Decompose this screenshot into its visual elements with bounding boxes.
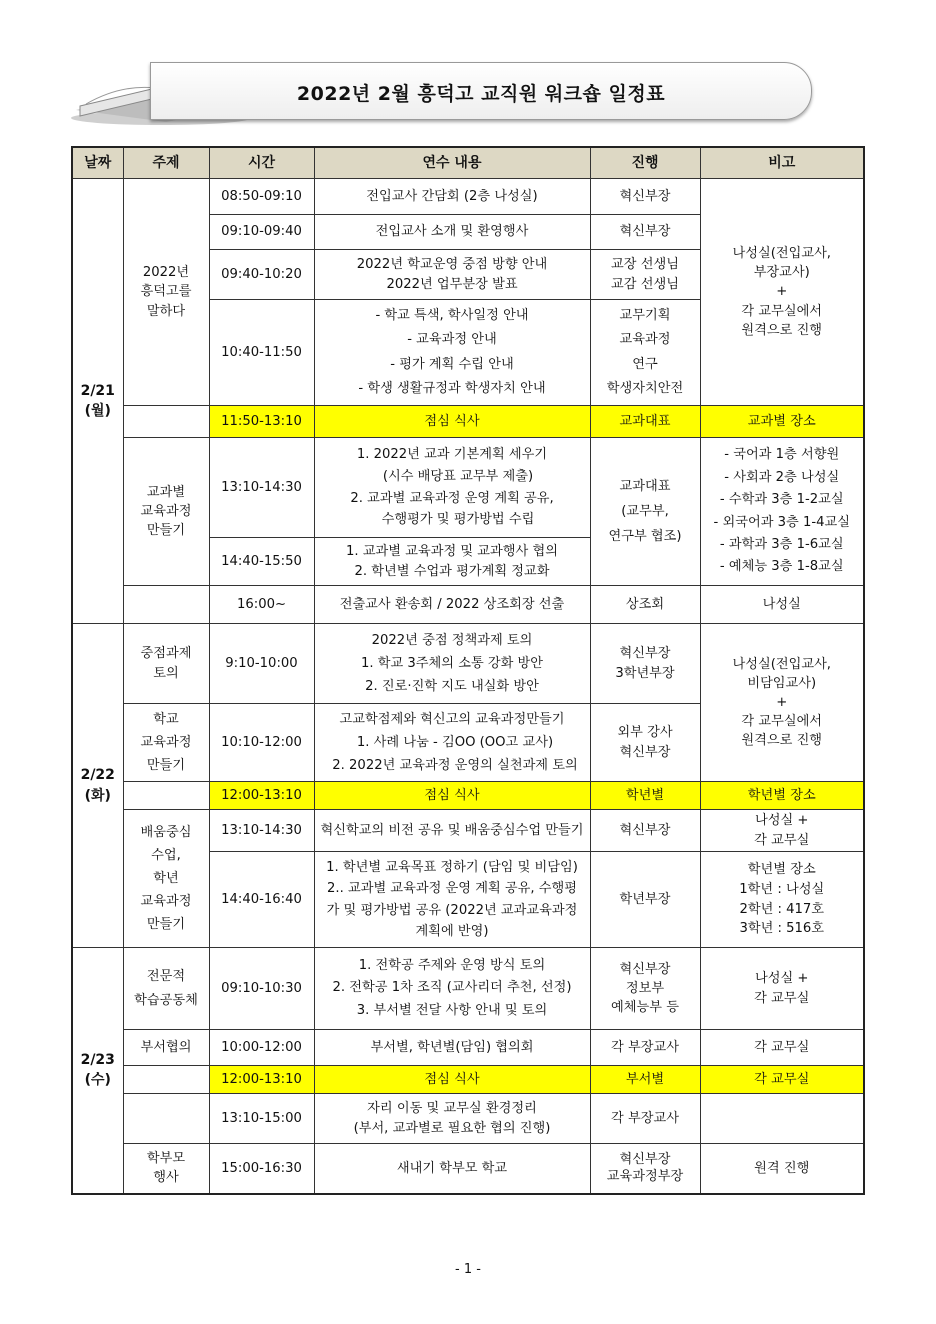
content-cell: 새내기 학부모 학교 (314, 1144, 590, 1194)
table-row (72, 438, 864, 538)
time-cell: 10:40-11:50 (209, 300, 314, 406)
note-cell: - 국어과 1층 서향원 - 사회과 2층 나성실 - 수학과 3층 1-2교실 - 외국어과 3층 1-4교실 - 과학과 3층 1-6교실 - 예체능 3층 1-8교실 (700, 438, 864, 586)
host-cell: 혁신부장 (590, 215, 700, 250)
host-cell: 혁신부장 교육과정부장 (590, 1144, 700, 1194)
time-cell: 09:10-10:30 (209, 948, 314, 1030)
host-cell: 외부 강사 혁신부장 (590, 704, 700, 782)
table-row (72, 624, 864, 704)
col-time: 시간 (209, 147, 314, 179)
host-cell: 학년부장 (590, 852, 700, 948)
col-date: 날짜 (72, 147, 123, 179)
time-cell: 14:40-16:40 (209, 852, 314, 948)
host-cell: 혁신부장 정보부 예체능부 등 (590, 948, 700, 1030)
lunch-row (72, 406, 864, 438)
table-row (72, 948, 864, 1030)
content-cell: 1. 교과별 교육과정 및 교과행사 협의 2. 학년별 수업과 평가계획 정교화 (314, 538, 590, 586)
note-cell: 나성실(전입교사, 비담임교사) + 각 교무실에서 원격으로 진행 (700, 624, 864, 782)
topic-cell: 중점과제 토의 (123, 624, 209, 704)
table-row (72, 179, 864, 215)
col-note: 비고 (700, 147, 864, 179)
lunch-row (72, 782, 864, 810)
header-row (72, 147, 864, 179)
host-cell: 혁신부장 (590, 810, 700, 852)
page-number: - 1 - (455, 1262, 481, 1277)
col-content: 연수 내용 (314, 147, 590, 179)
topic-cell: 2022년 흥덕고를 말하다 (123, 179, 209, 406)
content-cell: 전입교사 간담회 (2층 나성실) (314, 179, 590, 215)
time-cell: 15:00-16:30 (209, 1144, 314, 1194)
content-cell: 전입교사 소개 및 환영행사 (314, 215, 590, 250)
note-cell: 학년별 장소 1학년 : 나성실 2학년 : 417호 3학년 : 516호 (700, 852, 864, 948)
time-cell: 14:40-15:50 (209, 538, 314, 586)
time-cell: 11:50-13:10 (209, 406, 314, 438)
col-topic: 주제 (123, 147, 209, 179)
note-cell: 나성실(전입교사, 부장교사) + 각 교무실에서 원격으로 진행 (700, 179, 864, 406)
content-cell: 고교학점제와 혁신고의 교육과정만들기 1. 사례 나눔 - 김OO (OO고 교사) 2. 2022년 교육과정 운영의 실천과제 토의 (314, 704, 590, 782)
host-cell: 교과대표 (590, 406, 700, 438)
date-cell: 2/21 (월) (72, 179, 123, 624)
note-cell: 교과별 장소 (700, 406, 864, 438)
host-cell: 혁신부장 (590, 179, 700, 215)
topic-cell: 전문적 학습공동체 (123, 948, 209, 1030)
host-cell: 학년별 (590, 782, 700, 810)
content-cell: 2022년 학교운영 중점 방향 안내 2022년 업무분장 발표 (314, 250, 590, 300)
host-cell: 교과대표 (교무부, 연구부 협조) (590, 438, 700, 586)
time-cell: 09:10-09:40 (209, 215, 314, 250)
content-cell: 2022년 중점 정책과제 토의 1. 학교 3주체의 소통 강화 방안 2. 진로·진학 지도 내실화 방안 (314, 624, 590, 704)
time-cell: 10:10-12:00 (209, 704, 314, 782)
time-cell: 10:00-12:00 (209, 1030, 314, 1066)
topic-cell (123, 406, 209, 438)
host-cell: 각 부장교사 (590, 1030, 700, 1066)
table-row (72, 1030, 864, 1066)
topic-cell (123, 782, 209, 810)
host-cell: 부서별 (590, 1066, 700, 1094)
content-cell: 부서별, 학년별(담임) 협의회 (314, 1030, 590, 1066)
time-cell: 16:00~ (209, 586, 314, 624)
title-banner (150, 62, 812, 120)
host-cell: 상조회 (590, 586, 700, 624)
note-cell: 나성실 + 각 교무실 (700, 810, 864, 852)
note-cell: 학년별 장소 (700, 782, 864, 810)
content-cell: 1. 2022년 교과 기본계획 세우기 (시수 배당표 교무부 제출) 2. 교과별 교육과정 운영 계획 공유, 수행평가 및 평가방법 수립 (314, 438, 590, 538)
time-cell: 13:10-14:30 (209, 438, 314, 538)
content-cell: 점심 식사 (314, 782, 590, 810)
topic-cell: 부서협의 (123, 1030, 209, 1066)
table-row (72, 810, 864, 852)
content-cell: 전출교사 환송회 / 2022 상조회장 선출 (314, 586, 590, 624)
host-cell: 각 부장교사 (590, 1094, 700, 1144)
topic-cell: 학교 교육과정 만들기 (123, 704, 209, 782)
note-cell: 나성실 + 각 교무실 (700, 948, 864, 1030)
time-cell: 13:10-15:00 (209, 1094, 314, 1144)
col-host: 진행 (590, 147, 700, 179)
time-cell: 12:00-13:10 (209, 1066, 314, 1094)
host-cell: 교무기획 교육과정 연구 학생자치안전 (590, 300, 700, 406)
table-row (72, 1094, 864, 1144)
time-cell: 13:10-14:30 (209, 810, 314, 852)
topic-cell (123, 1094, 209, 1144)
host-cell: 교장 선생님 교감 선생님 (590, 250, 700, 300)
content-cell: 자리 이동 및 교무실 환경정리 (부서, 교과별로 필요한 협의 진행) (314, 1094, 590, 1144)
topic-cell: 학부모 행사 (123, 1144, 209, 1194)
time-cell: 12:00-13:10 (209, 782, 314, 810)
table-row (72, 586, 864, 624)
date-cell: 2/22 (화) (72, 624, 123, 948)
content-cell: 1. 전학공 주제와 운영 방식 토의 2. 전학공 1차 조직 (교사리더 추천, 선정) 3. 부서별 전달 사항 안내 및 토의 (314, 948, 590, 1030)
time-cell: 9:10-10:00 (209, 624, 314, 704)
date-cell: 2/23 (수) (72, 948, 123, 1194)
content-cell: 점심 식사 (314, 1066, 590, 1094)
content-cell: 점심 식사 (314, 406, 590, 438)
table-row (72, 1144, 864, 1194)
time-cell: 09:40-10:20 (209, 250, 314, 300)
note-cell (700, 1094, 864, 1144)
topic-cell: 배움중심 수업, 학년 교육과정 만들기 (123, 810, 209, 948)
host-cell: 혁신부장 3학년부장 (590, 624, 700, 704)
note-cell: 각 교무실 (700, 1030, 864, 1066)
lunch-row (72, 1066, 864, 1094)
content-cell: 1. 학년별 교육목표 정하기 (담임 및 비담임) 2.. 교과별 교육과정 운영 계획 공유, 수행평 가 및 평가방법 공유 (2022년 교과교육과정 계획에 반영) (314, 852, 590, 948)
content-cell: 혁신학교의 비전 공유 및 배움중심수업 만들기 (314, 810, 590, 852)
note-cell: 각 교무실 (700, 1066, 864, 1094)
topic-cell (123, 586, 209, 624)
schedule-table (71, 146, 865, 1195)
topic-cell: 교과별 교육과정 만들기 (123, 438, 209, 586)
note-cell: 원격 진행 (700, 1144, 864, 1194)
content-cell: - 학교 특색, 학사일정 안내 - 교육과정 안내 - 평가 계획 수립 안내 - 학생 생활규정과 학생자치 안내 (314, 300, 590, 406)
topic-cell (123, 1066, 209, 1094)
page-title: 2022년 2월 흥덕고 교직원 워크숍 일정표 (296, 83, 666, 105)
note-cell: 나성실 (700, 586, 864, 624)
time-cell: 08:50-09:10 (209, 179, 314, 215)
